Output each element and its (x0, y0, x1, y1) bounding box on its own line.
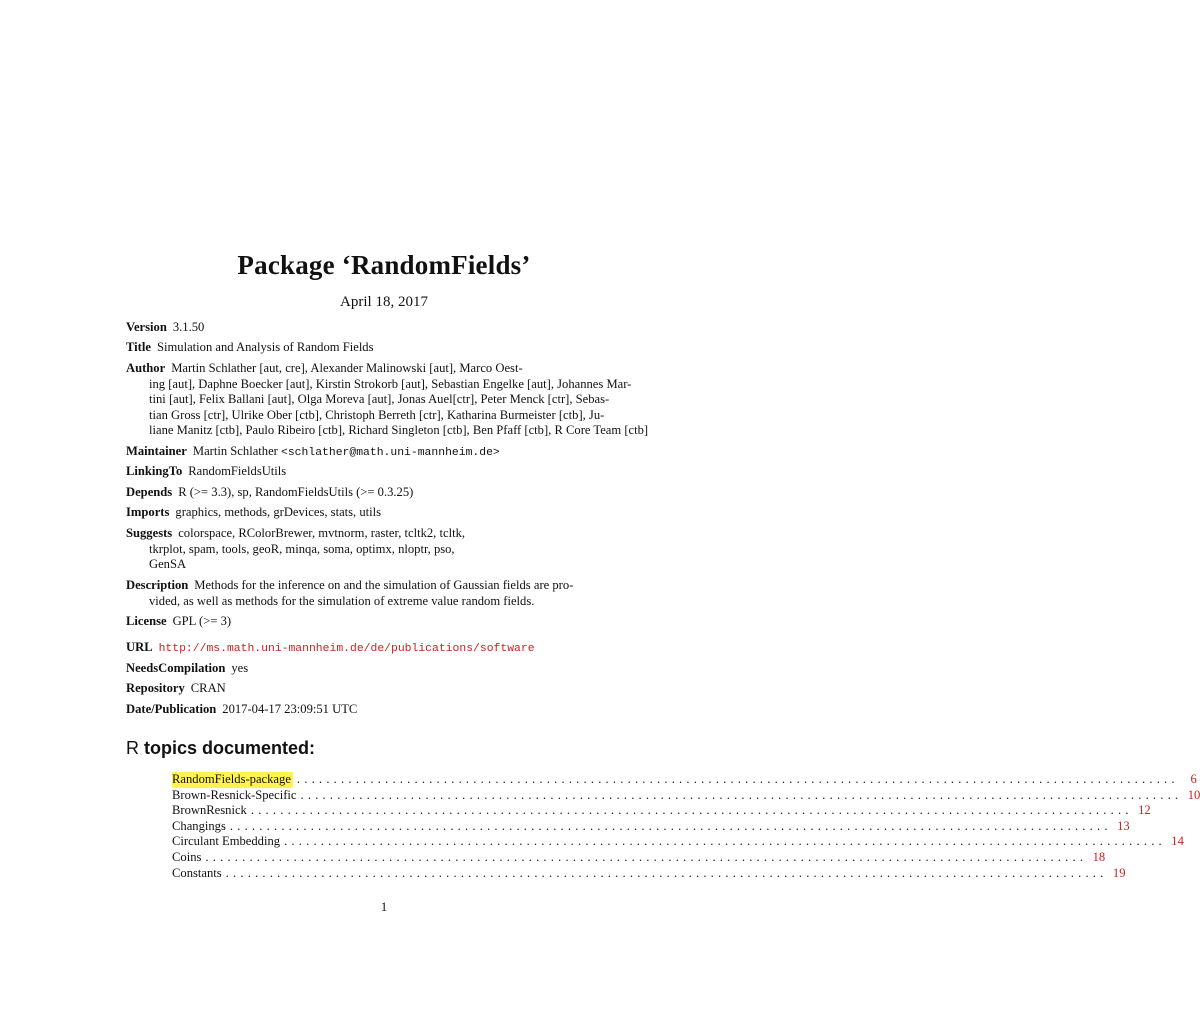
field-value: graphics, methods, grDevices, stats, utils (175, 505, 382, 519)
toc-entry-name[interactable]: RandomFields-package (172, 772, 291, 786)
toc-heading (126, 738, 315, 759)
suggests-line-1: Suggests colorspace, RColorBrewer, mvtnorm, raster, tcltk2, tcltk, (126, 526, 466, 540)
toc-heading-prefix: R (126, 738, 139, 758)
field-value: GPL (>= 3) (172, 614, 232, 628)
field-license (126, 614, 656, 630)
field-repository (126, 681, 656, 697)
toc-entry-page[interactable]: 12 (1138, 803, 1151, 818)
toc-entry[interactable] (172, 772, 1197, 788)
toc-list (172, 772, 1200, 881)
toc-entry[interactable] (172, 803, 1151, 819)
field-imports (126, 505, 656, 521)
field-key: Repository (126, 681, 185, 695)
page-number: 1 (380, 900, 388, 914)
toc-entry-page[interactable]: 19 (1112, 865, 1126, 880)
field-needscompilation (126, 661, 656, 677)
toc-dot-leader: ........................................................................................................................ (296, 772, 1179, 786)
field-key: Maintainer (126, 444, 187, 458)
toc-entry-name[interactable]: Circulant Embedding (172, 834, 281, 849)
field-key: Imports (126, 505, 170, 519)
field-depends (126, 485, 656, 501)
toc-entry-page[interactable]: 10 (1187, 787, 1200, 802)
toc-dot-leader: ........................................................................................................................ (284, 834, 1166, 849)
package-date: April 18, 2017 (340, 294, 428, 310)
author-line-4: tian Gross [ctr], Ulrike Ober [ctb], Christoph Berreth [ctr], Katharina Burmeister [ctb], Ju- (149, 407, 605, 422)
field-value: Simulation and Analysis of Random Fields (156, 340, 374, 354)
toc-entry-name[interactable]: Constants (172, 865, 222, 880)
field-value: R (>= 3.3), sp, RandomFieldsUtils (>= 0.3.25) (178, 485, 414, 499)
suggests-line-3: GenSA (149, 557, 187, 572)
toc-entry[interactable] (172, 849, 1106, 866)
author-line-5: liane Manitz [ctb], Paulo Ribeiro [ctb], Richard Singleton [ctb], Ben Pfaff [ctb], R Core Team [ctb] (149, 423, 649, 438)
maintainer-email: <schlather@math.uni-mannheim.de> (281, 447, 500, 459)
field-key: LinkingTo (126, 464, 183, 478)
toc-dot-leader: ........................................................................................................................ (205, 849, 1088, 864)
toc-entry[interactable] (172, 787, 1200, 804)
author-line-2: ing [aut], Daphne Boecker [aut], Kirstin Strokorb [aut], Sebastian Engelke [aut], Johannes Mar- (149, 376, 632, 391)
field-version (126, 320, 656, 336)
field-title (126, 340, 656, 356)
description-line-2: vided, as well as methods for the simulation of extreme value random fields. (149, 593, 535, 608)
field-key: Description (126, 578, 189, 592)
field-key: Author (126, 361, 166, 375)
toc-entry[interactable] (172, 865, 1126, 882)
field-key: URL (126, 640, 153, 654)
field-value: RandomFieldsUtils (188, 464, 287, 478)
toc-dot-leader: ........................................................................................................................ (300, 787, 1183, 802)
field-value: yes (231, 661, 249, 675)
toc-entry-page[interactable]: 13 (1117, 818, 1130, 833)
toc-entry[interactable] (172, 834, 1184, 850)
toc-entry[interactable] (172, 818, 1130, 835)
toc-entry-name[interactable]: Changings (172, 818, 226, 833)
toc-entry-page[interactable]: 14 (1171, 834, 1184, 849)
field-datepublication (126, 702, 656, 718)
toc-dot-leader: ........................................................................................................................ (225, 865, 1108, 880)
toc-entry-page[interactable]: 6 (1190, 772, 1197, 786)
field-key: NeedsCompilation (126, 661, 226, 675)
field-value: 2017-04-17 23:09:51 UTC (222, 702, 358, 716)
toc-entry-page[interactable]: 18 (1092, 849, 1106, 864)
field-value: 3.1.50 (172, 320, 205, 334)
package-title: Package ‘RandomFields’ (237, 250, 531, 280)
field-suggests (126, 526, 656, 573)
field-key: Date/Publication (126, 702, 217, 716)
field-url (126, 640, 656, 658)
maintainer-name: Martin Schlather (192, 444, 278, 458)
field-key: License (126, 614, 167, 628)
field-key: Depends (126, 485, 173, 499)
author-line-3: tini [aut], Felix Ballani [aut], Olga Moreva [aut], Jonas Auel[ctr], Peter Menck [ctr], Sebas- (149, 392, 610, 407)
url-link[interactable]: http://ms.math.uni-mannheim.de/de/publications/software (158, 643, 535, 655)
toc-entry-name[interactable]: BrownResnick (172, 803, 247, 818)
author-line-1: Author Martin Schlather [aut, cre], Alexander Malinowski [aut], Marco Oest- (126, 361, 523, 375)
field-value: CRAN (190, 681, 226, 695)
field-key: Title (126, 340, 151, 354)
description-line-1: Description Methods for the inference on and the simulation of Gaussian fields are pro- (126, 578, 574, 592)
field-key: Version (126, 320, 167, 334)
toc-dot-leader: ........................................................................................................................ (250, 803, 1133, 818)
toc-dot-leader: ........................................................................................................................ (229, 818, 1112, 833)
toc-entry-name[interactable]: Coins (172, 849, 202, 864)
field-description (126, 578, 656, 609)
toc-entry-name[interactable]: Brown-Resnick-Specific (172, 787, 297, 802)
field-maintainer (126, 444, 656, 462)
field-linkingto (126, 464, 656, 480)
suggests-line-2: tkrplot, spam, tools, geoR, minqa, soma, optimx, nloptr, pso, (149, 541, 455, 556)
field-key: Suggests (126, 526, 173, 540)
field-author (126, 361, 666, 439)
toc-heading-text: topics documented: (144, 738, 316, 758)
